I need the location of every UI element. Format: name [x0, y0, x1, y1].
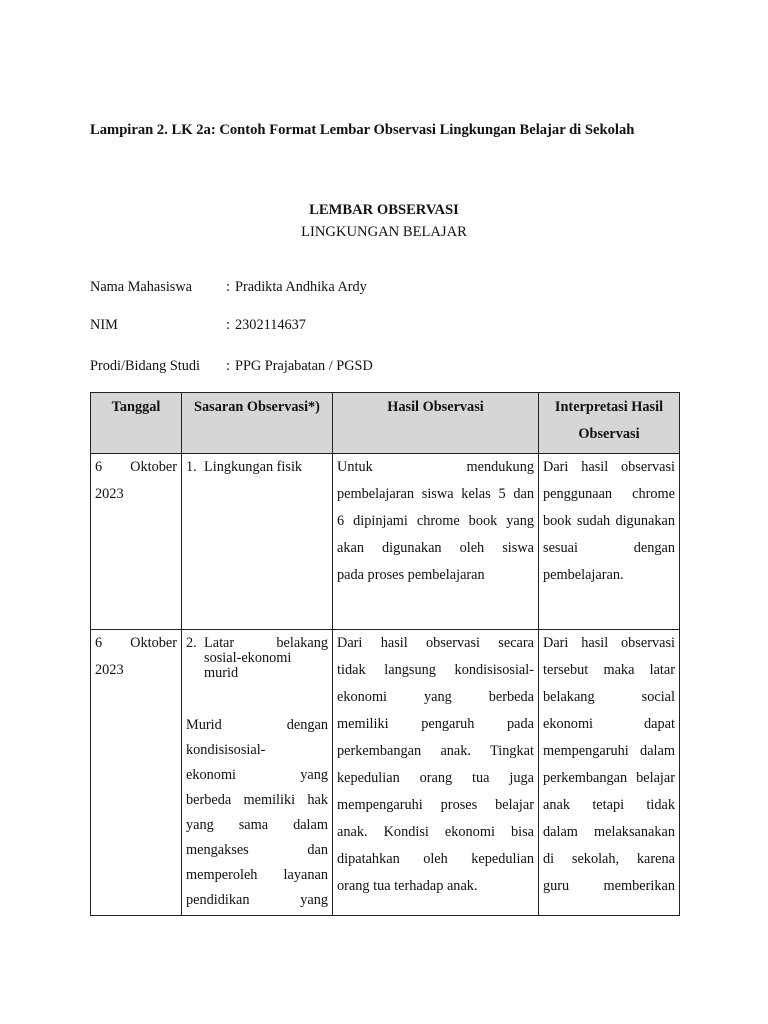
field-prodi	[90, 358, 373, 375]
sasaran-note-line: kondisisosial-	[186, 742, 266, 758]
header-interpretasi: Interpretasi Hasil Observasi	[539, 393, 680, 454]
hasil-line: akan digunakan oleh siswa	[337, 540, 534, 556]
observation-table	[90, 392, 680, 916]
field-nim	[90, 317, 306, 334]
table-row	[91, 630, 680, 916]
field-nama-mahasiswa	[90, 279, 367, 296]
hasil-line: pada proses pembelajaran	[337, 567, 485, 583]
hasil-line: tidak langsung kondisisosial-	[337, 662, 534, 678]
header-tanggal: Tanggal	[91, 393, 182, 454]
sasaran-text: Latar belakang	[204, 635, 328, 651]
field-value: Pradikta Andhika Ardy	[235, 279, 367, 295]
hasil-line: memiliki pengaruh pada	[337, 716, 534, 732]
table-row	[91, 454, 680, 630]
hasil-line: Untuk mendukung	[337, 459, 534, 475]
sasaran-subtext: murid	[204, 665, 239, 681]
cell-hasil	[333, 630, 539, 916]
hasil-line: 6 dipinjami chrome book yang	[337, 513, 534, 529]
hasil-line: perkembangan anak. Tingkat	[337, 743, 534, 759]
interpretasi-line: anak tetapi tidak	[543, 797, 675, 813]
cell-tanggal	[91, 454, 182, 630]
table-header-row	[91, 393, 680, 454]
field-label: NIM	[90, 317, 118, 333]
sasaran-text: Lingkungan fisik	[204, 459, 303, 475]
field-value: PPG Prajabatan / PGSD	[235, 358, 373, 374]
interpretasi-line: pembelajaran.	[543, 567, 624, 583]
hasil-line: ekonomi yang berbeda	[337, 689, 534, 705]
tanggal-line: 6 Oktober	[95, 459, 177, 475]
document-subtitle: LINGKUNGAN BELAJAR	[301, 224, 467, 240]
hasil-line: orang tua terhadap anak.	[337, 878, 478, 894]
interpretasi-line: Dari hasil observasi	[543, 635, 675, 651]
cell-tanggal	[91, 630, 182, 916]
cell-sasaran	[182, 454, 333, 630]
interpretasi-line: guru memberikan	[543, 878, 675, 894]
field-label: Nama Mahasiswa	[90, 279, 193, 295]
sasaran-subtext: sosial-ekonomi	[204, 650, 292, 666]
interpretasi-line: Dari hasil observasi	[543, 459, 675, 475]
sasaran-number: 1.	[186, 459, 197, 475]
header-sasaran: Sasaran Observasi*)	[182, 393, 333, 454]
interpretasi-line: perkembangan belajar	[543, 770, 675, 786]
document-title: LEMBAR OBSERVASI	[309, 202, 459, 218]
hasil-line: pembelajaran siswa kelas 5 dan	[337, 486, 534, 502]
hasil-line: mempengaruhi proses belajar	[337, 797, 534, 813]
interpretasi-line: mempengaruhi dalam	[543, 743, 675, 759]
interpretasi-line: belakang social	[543, 689, 675, 705]
attachment-heading: Lampiran 2. LK 2a: Contoh Format Lembar Observasi Lingkungan Belajar di Sekolah	[90, 122, 635, 138]
field-value: 2302114637	[235, 317, 306, 333]
sasaran-note-line: memperoleh layanan	[186, 867, 328, 883]
interpretasi-line: sesuai dengan	[543, 540, 675, 556]
sasaran-number: 2.	[186, 635, 197, 651]
tanggal-line: 6 Oktober	[95, 635, 177, 651]
cell-sasaran	[182, 630, 333, 916]
sasaran-note-line: ekonomi yang	[186, 767, 328, 783]
sasaran-note-line: pendidikan yang	[186, 892, 328, 908]
cell-interpretasi	[539, 454, 680, 630]
hasil-line: dipatahkan oleh kepedulian	[337, 851, 534, 867]
interpretasi-line: penggunaan chrome	[543, 486, 675, 502]
sasaran-note-line: berbeda memiliki hak	[186, 792, 328, 808]
sasaran-note-line: Murid dengan	[186, 717, 328, 733]
sasaran-note-line: yang sama dalam	[186, 817, 328, 833]
interpretasi-line: di sekolah, karena	[543, 851, 675, 867]
field-separator: :	[226, 358, 230, 374]
field-separator: :	[226, 317, 230, 333]
hasil-line: Dari hasil observasi secara	[337, 635, 534, 651]
field-separator: :	[226, 279, 230, 295]
hasil-line: kepedulian orang tua juga	[337, 770, 534, 786]
interpretasi-line: dalam melaksanakan	[543, 824, 675, 840]
sasaran-note-line: mengakses dan	[186, 842, 328, 858]
cell-hasil	[333, 454, 539, 630]
tanggal-line: 2023	[95, 662, 124, 678]
interpretasi-line: book sudah digunakan	[543, 513, 675, 529]
hasil-line: anak. Kondisi ekonomi bisa	[337, 824, 534, 840]
header-hasil: Hasil Observasi	[333, 393, 539, 454]
interpretasi-line: ekonomi dapat	[543, 716, 675, 732]
field-label: Prodi/Bidang Studi	[90, 358, 201, 374]
tanggal-line: 2023	[95, 486, 124, 502]
interpretasi-line: tersebut maka latar	[543, 662, 675, 678]
cell-interpretasi	[539, 630, 680, 916]
